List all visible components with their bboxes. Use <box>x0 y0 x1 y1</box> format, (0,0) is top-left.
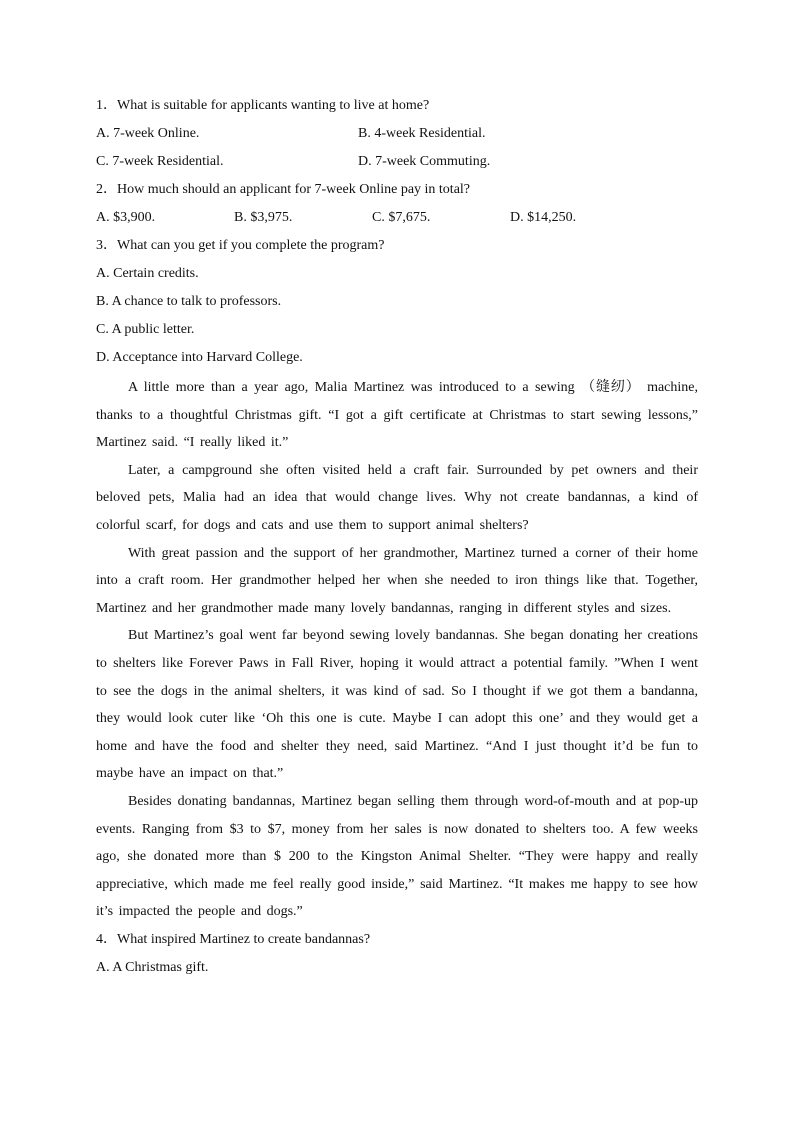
reading-passage <box>96 374 698 926</box>
option-3b: B. A chance to talk to professors. <box>96 294 282 309</box>
question-3-stem: 3．What can you get if you complete the program? <box>96 238 385 253</box>
passage-paragraph-5: Besides donating bandannas, Martinez began selling them through word-of-mouth and at pop-up events. Ranging from $3 to $7, money from her sales is now donated to shelters too. A few weeks ago, she donated more than $ 200 to the Kingston Animal Shelter. “They were happy and really appreciative, which made me feel really good inside,” said Martinez. “It makes me happy to see how it’s impacted the people and dogs.” <box>96 793 698 920</box>
document-page <box>96 92 698 982</box>
question-1-stem: 1．What is suitable for applicants wanting to live at home? <box>96 98 430 113</box>
option-1c: C. 7-week Residential. <box>96 154 224 169</box>
passage-paragraph-1: A little more than a year ago, Malia Martinez was introduced to a sewing （缝纫） machine, thanks to a thoughtful Christmas gift. “I got a gift certificate at Christmas to start sewing lessons,” Martinez said. “I really liked it.” <box>96 380 698 451</box>
option-1d: D. 7-week Commuting. <box>358 154 491 169</box>
option-2b: B. $3,975. <box>234 210 293 225</box>
question-2-options-row <box>96 204 698 232</box>
question-1-options-row-2 <box>96 148 698 176</box>
option-3a: A. Certain credits. <box>96 266 199 281</box>
question-1-options-row-1 <box>96 120 698 148</box>
option-3c: C. A public letter. <box>96 322 195 337</box>
option-2a: A. $3,900. <box>96 210 156 225</box>
option-2c: C. $7,675. <box>372 210 431 225</box>
option-3d: D. Acceptance into Harvard College. <box>96 350 303 365</box>
passage-paragraph-2: Later, a campground she often visited held a craft fair. Surrounded by pet owners and their beloved pets, Malia had an idea that would change lives. Why not create bandannas, a kind of colorful scarf, for dogs and cats and use them to support animal shelters? <box>96 462 698 533</box>
question-4-stem: 4．What inspired Martinez to create bandannas? <box>96 931 371 947</box>
option-1b: B. 4-week Residential. <box>358 126 486 141</box>
option-1a: A. 7-week Online. <box>96 126 200 141</box>
question-2-stem: 2．How much should an applicant for 7-week Online pay in total? <box>96 182 471 197</box>
passage-paragraph-4: But Martinez’s goal went far beyond sewing lovely bandannas. She began donating her creations to shelters like Forever Paws in Fall River, hoping it would attract a potential family. ”When I went to see the dogs in the animal shelters, it was kind of sad. So I thought if we got them a bandanna, they would look cuter like ‘Oh this one is cute. Maybe I can adopt this one’ and they would get a home and have the food and shelter they need, said Martinez. “And I just thought it’d be fun to maybe have an impact on that.” <box>96 628 698 782</box>
option-4a: A. A Christmas gift. <box>96 959 209 975</box>
passage-paragraph-3: With great passion and the support of her grandmother, Martinez turned a corner of their home into a craft room. Her grandmother helped her when she needed to iron things like that. Together, Martinez and her grandmother made many lovely bandannas, ranging in different styles and sizes. <box>96 545 698 616</box>
option-2d: D. $14,250. <box>510 210 577 225</box>
